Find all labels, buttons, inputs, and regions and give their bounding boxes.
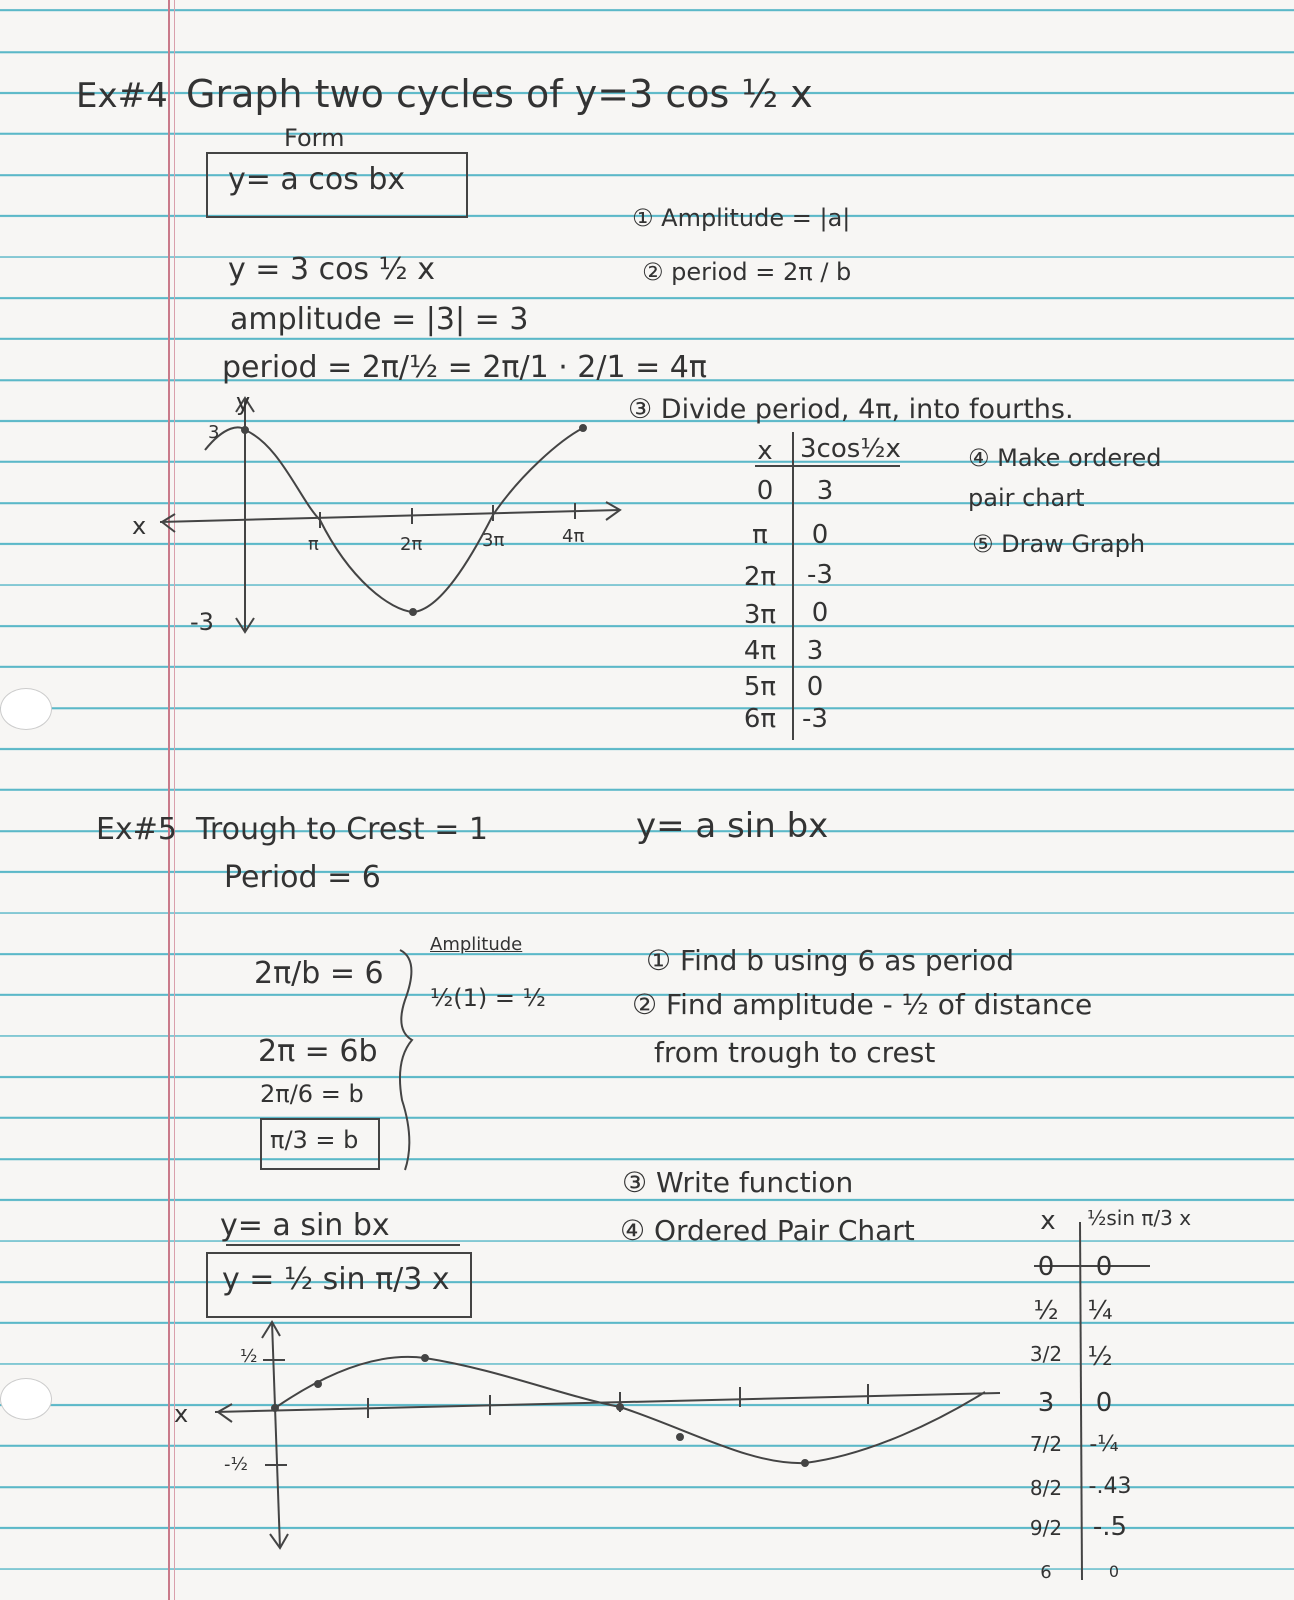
ex4-title: Graph two cycles of y=3 cos ½ x bbox=[186, 72, 813, 116]
ex4-table-y: 3 bbox=[806, 636, 824, 666]
ex4-amplitude: amplitude = |3| = 3 bbox=[230, 302, 529, 337]
ex5-step-4: ④ Ordered Pair Chart bbox=[620, 1214, 915, 1247]
ex4-step-4: ④ Make ordered pair chart bbox=[968, 444, 1162, 512]
ex5-table-y: 0 bbox=[1095, 1388, 1113, 1418]
ex5-step-2b: from trough to crest bbox=[654, 1036, 936, 1069]
ex4-table-x: 0 bbox=[756, 476, 774, 506]
brace bbox=[400, 950, 412, 1170]
ex5-table-x: 7/2 bbox=[1029, 1432, 1063, 1456]
amplitude-label: Amplitude bbox=[430, 934, 523, 955]
amplitude-calc: ½(1) = ½ bbox=[430, 984, 546, 1012]
ex5-y-top: ½ bbox=[240, 1346, 258, 1367]
ex4-x-tick: 3π bbox=[482, 530, 505, 551]
ex5-table-x: ½ bbox=[1033, 1296, 1059, 1326]
ex5-sine-curve bbox=[275, 1357, 985, 1463]
form-label: Form bbox=[284, 124, 345, 152]
ex5-work-4: π/3 = b bbox=[270, 1126, 359, 1154]
ex5-table-y: -.5 bbox=[1092, 1512, 1128, 1542]
ex5-table-y: ¼ bbox=[1087, 1296, 1113, 1326]
ex4-step-1: ① Amplitude = |a| bbox=[632, 204, 851, 232]
ex5-table-y: -¼ bbox=[1089, 1432, 1119, 1457]
ex5-table-y: ½ bbox=[1087, 1342, 1113, 1372]
ex5-period: Period = 6 bbox=[224, 860, 381, 895]
ex5-label: Ex#5 bbox=[96, 812, 177, 847]
ex4-step-3: ③ Divide period, 4π, into fourths. bbox=[628, 394, 1074, 425]
ex4-equation: y = 3 cos ½ x bbox=[228, 252, 435, 287]
ex5-y-bottom: -½ bbox=[224, 1454, 248, 1475]
ex4-table-x: 4π bbox=[743, 636, 777, 666]
ex4-table-y: -3 bbox=[802, 704, 828, 734]
ex4-y-top: 3 bbox=[208, 422, 220, 443]
form-equation: y= a cos bx bbox=[228, 162, 406, 197]
ex5-work-3: 2π/6 = b bbox=[260, 1080, 364, 1108]
ex4-x-label: x bbox=[132, 512, 147, 540]
ex4-step-5: ⑤ Draw Graph bbox=[972, 530, 1146, 558]
ex5-table-x: 9/2 bbox=[1029, 1516, 1063, 1540]
ex5-function: y = ½ sin π/3 x bbox=[222, 1262, 450, 1297]
ex4-table-y: 0 bbox=[811, 520, 829, 550]
ex5-table-x: 6 bbox=[1040, 1562, 1052, 1583]
ex4-x-axis bbox=[160, 510, 620, 522]
ex5-x-label: x bbox=[174, 1400, 189, 1428]
ex5-step-1: ① Find b using 6 as period bbox=[646, 944, 1015, 977]
ex5-table-x: 3/2 bbox=[1029, 1342, 1063, 1366]
ex4-table-x: 5π bbox=[743, 672, 777, 702]
ex4-table-header-x: x bbox=[757, 436, 773, 466]
ex5-step-2: ② Find amplitude - ½ of distance bbox=[632, 988, 1093, 1021]
ex5-table-y: -.43 bbox=[1088, 1474, 1132, 1499]
ex5-work-1: 2π/b = 6 bbox=[254, 956, 384, 991]
ex4-table-header-y: 3cos½x bbox=[800, 434, 901, 464]
ex4-x-tick: 4π bbox=[562, 526, 585, 547]
ex5-table-header-x: x bbox=[1040, 1206, 1056, 1236]
ex4-y-bottom: -3 bbox=[190, 608, 214, 636]
ex5-y-axis bbox=[272, 1322, 280, 1548]
ex4-table-y: -3 bbox=[807, 560, 833, 590]
ex4-table-y: 0 bbox=[806, 672, 824, 702]
ex4-table-y: 0 bbox=[811, 598, 829, 628]
ex4-y-label: y bbox=[236, 388, 251, 416]
ex5-step-3: ③ Write function bbox=[622, 1166, 854, 1199]
ex4-x-tick: 2π bbox=[400, 534, 423, 555]
ex5-table-header-y: ½sin π/3 x bbox=[1086, 1206, 1192, 1230]
ex4-table-x: π bbox=[752, 520, 768, 550]
ex5-table-x: 0 bbox=[1037, 1252, 1055, 1282]
ex4-table-x: 2π bbox=[743, 562, 777, 592]
ex5-table-x: 8/2 bbox=[1029, 1476, 1063, 1500]
ex5-table-x: 3 bbox=[1037, 1388, 1055, 1418]
ex4-period: period = 2π/½ = 2π/1 · 2/1 = 4π bbox=[222, 350, 707, 385]
ex4-label: Ex#4 bbox=[76, 76, 168, 116]
ex4-table-x: 6π bbox=[743, 704, 777, 734]
ex5-function-form: y= a sin bx bbox=[220, 1208, 390, 1243]
ex5-work-2: 2π = 6b bbox=[258, 1034, 378, 1069]
ex5-table-y: 0 bbox=[1108, 1562, 1120, 1581]
ex4-x-tick: π bbox=[308, 534, 319, 555]
ex4-step-2: ② period = 2π / b bbox=[642, 258, 852, 286]
ex5-trough: Trough to Crest = 1 bbox=[196, 812, 488, 847]
ex5-table-y: 0 bbox=[1095, 1252, 1113, 1282]
ex4-table-y: 3 bbox=[816, 476, 834, 506]
ex5-form: y= a sin bx bbox=[636, 806, 829, 846]
ex5-x-axis bbox=[215, 1393, 1000, 1412]
ex4-table-x: 3π bbox=[743, 600, 777, 630]
